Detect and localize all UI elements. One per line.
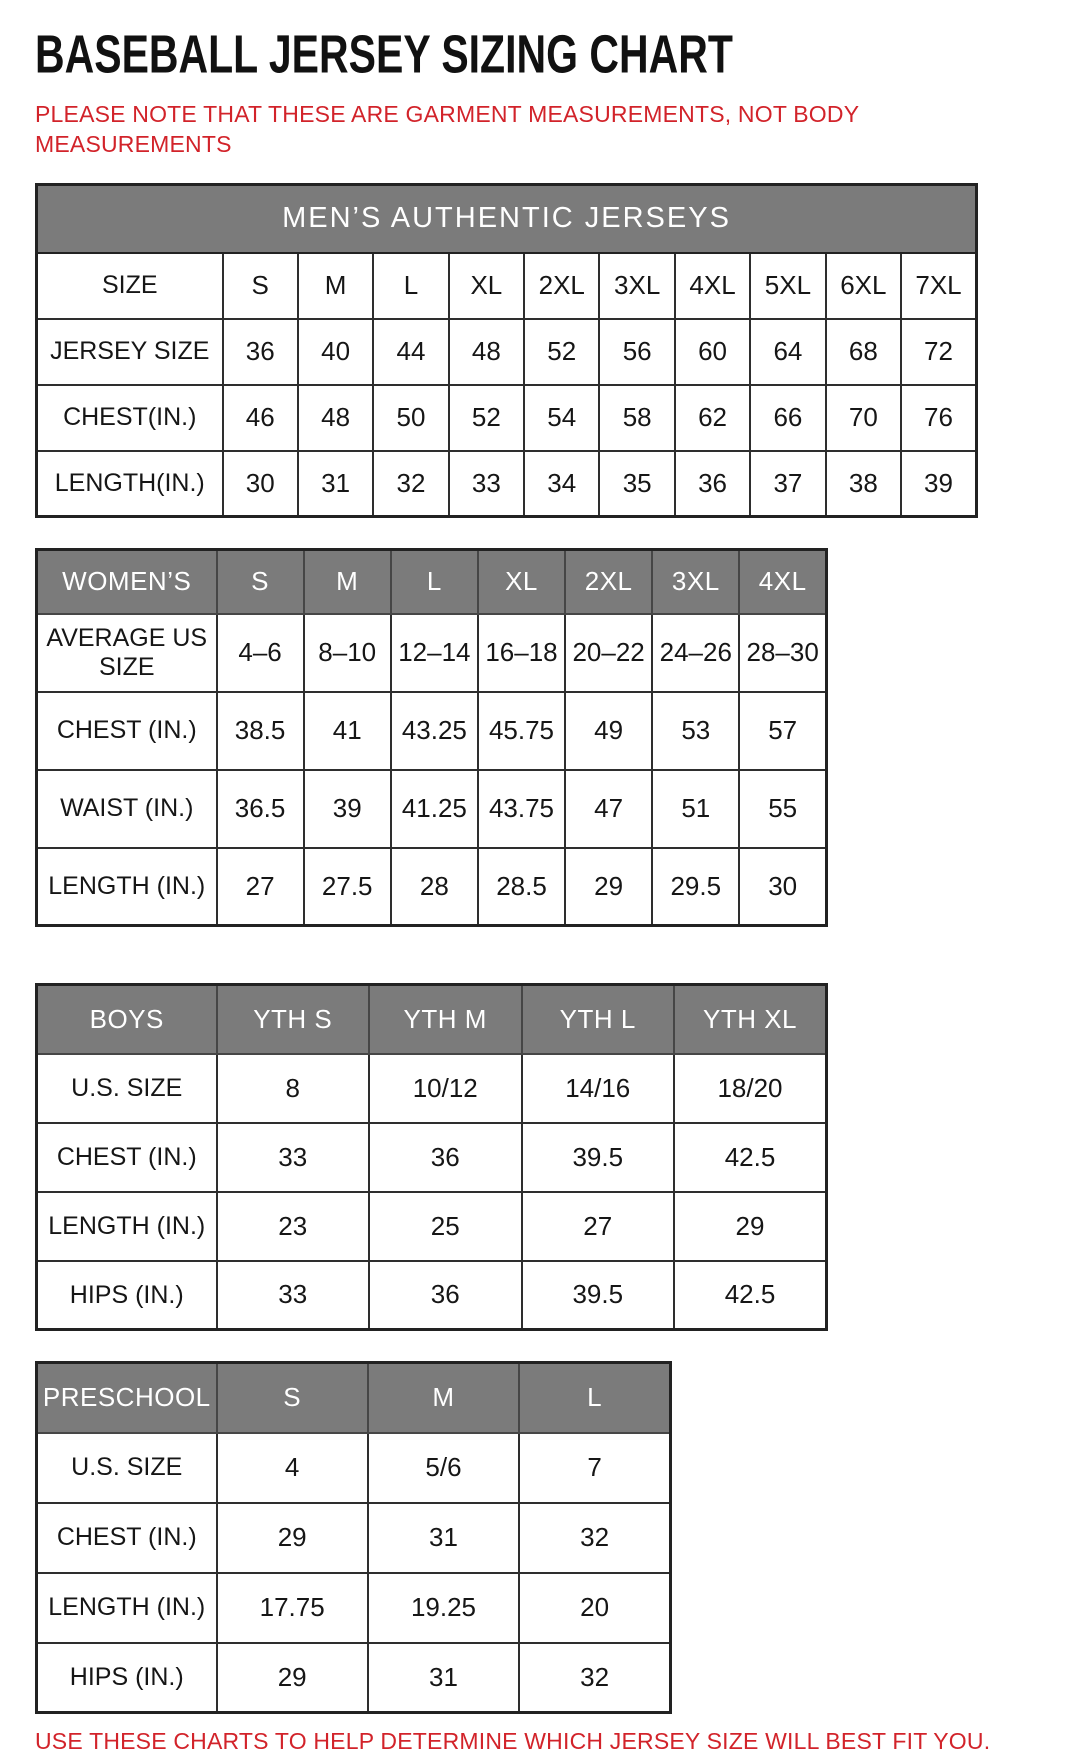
row-label: U.S. SIZE	[37, 1054, 217, 1123]
fit-advice-footer: USE THESE CHARTS TO HELP DETERMINE WHICH JERSEY SIZE WILL BEST FIT YOU.	[35, 1728, 991, 1755]
size-cell: 3XL	[599, 253, 674, 319]
table-row	[37, 253, 977, 319]
size-cell: 20–22	[565, 614, 652, 692]
table-row	[37, 848, 827, 926]
table-row	[37, 1503, 671, 1573]
size-cell: 10/12	[369, 1054, 522, 1123]
column-header: S	[217, 1363, 368, 1433]
size-cell: 31	[298, 451, 373, 517]
column-header: M	[304, 550, 391, 614]
column-header: YTH L	[522, 985, 675, 1054]
size-cell: 8–10	[304, 614, 391, 692]
size-cell: 29	[565, 848, 652, 926]
size-cell: 51	[652, 770, 739, 848]
size-cell: 76	[901, 385, 976, 451]
size-cell: 41.25	[391, 770, 478, 848]
size-cell: 52	[524, 319, 599, 385]
womens-table-title: WOMEN’S	[37, 550, 217, 614]
table-row	[37, 1123, 827, 1192]
size-cell: 47	[565, 770, 652, 848]
size-cell: 64	[750, 319, 825, 385]
row-label: WAIST (IN.)	[37, 770, 217, 848]
column-header: 3XL	[652, 550, 739, 614]
size-cell: 36	[369, 1123, 522, 1192]
size-cell: 29.5	[652, 848, 739, 926]
size-cell: 30	[739, 848, 826, 926]
size-cell: 38.5	[217, 692, 304, 770]
size-cell: 20	[519, 1573, 670, 1643]
size-cell: 30	[223, 451, 298, 517]
table-row	[37, 1192, 827, 1261]
garment-measurements-note: PLEASE NOTE THAT THESE ARE GARMENT MEASUREMENTS, NOT BODY MEASUREMENTS	[35, 100, 859, 157]
size-cell: 70	[826, 385, 901, 451]
row-label: CHEST(IN.)	[37, 385, 223, 451]
size-cell: 28.5	[478, 848, 565, 926]
table-row	[37, 385, 977, 451]
size-cell: L	[373, 253, 448, 319]
page-title: BASEBALL JERSEY SIZING CHART	[35, 23, 733, 85]
size-cell: 62	[675, 385, 750, 451]
size-cell: 46	[223, 385, 298, 451]
size-cell: 49	[565, 692, 652, 770]
column-header: YTH S	[217, 985, 370, 1054]
size-cell: 43.75	[478, 770, 565, 848]
row-label: CHEST (IN.)	[37, 1123, 217, 1192]
size-cell: 7XL	[901, 253, 976, 319]
column-header: L	[519, 1363, 670, 1433]
row-label: SIZE	[37, 253, 223, 319]
boys-sizing-table	[35, 983, 1077, 1331]
size-cell: 23	[217, 1192, 370, 1261]
size-cell: 6XL	[826, 253, 901, 319]
size-cell: 48	[449, 319, 524, 385]
size-cell: 31	[368, 1503, 519, 1573]
size-cell: 45.75	[478, 692, 565, 770]
row-label: JERSEY SIZE	[37, 319, 223, 385]
size-cell: 17.75	[217, 1573, 368, 1643]
size-cell: 31	[368, 1643, 519, 1713]
row-label: U.S. SIZE	[37, 1433, 217, 1503]
column-header: L	[391, 550, 478, 614]
table-row	[37, 319, 977, 385]
size-cell: 34	[524, 451, 599, 517]
size-cell: 48	[298, 385, 373, 451]
size-cell: 4XL	[675, 253, 750, 319]
row-label: LENGTH (IN.)	[37, 1573, 217, 1643]
size-cell: 72	[901, 319, 976, 385]
size-cell: 36.5	[217, 770, 304, 848]
size-cell: 38	[826, 451, 901, 517]
size-cell: 35	[599, 451, 674, 517]
size-cell: 39	[901, 451, 976, 517]
size-cell: 44	[373, 319, 448, 385]
size-cell: 53	[652, 692, 739, 770]
table-row	[37, 1573, 671, 1643]
size-cell: 68	[826, 319, 901, 385]
row-label: LENGTH (IN.)	[37, 1192, 217, 1261]
size-cell: 32	[519, 1643, 670, 1713]
table-row	[37, 1054, 827, 1123]
column-header: M	[368, 1363, 519, 1433]
column-header: YTH M	[369, 985, 522, 1054]
size-cell: 66	[750, 385, 825, 451]
table-row	[37, 1261, 827, 1330]
table-row	[37, 770, 827, 848]
size-cell: 36	[223, 319, 298, 385]
size-cell: 19.25	[368, 1573, 519, 1643]
size-cell: 58	[599, 385, 674, 451]
mens-banner-title: MEN’S AUTHENTIC JERSEYS	[37, 185, 977, 253]
size-cell: 4	[217, 1433, 368, 1503]
size-cell: 52	[449, 385, 524, 451]
table-row	[37, 1643, 671, 1713]
size-cell: 39.5	[522, 1123, 675, 1192]
boys-table-title: BOYS	[37, 985, 217, 1054]
preschool-table-title: PRESCHOOL	[37, 1363, 217, 1433]
size-cell: 32	[519, 1503, 670, 1573]
size-cell: 28–30	[739, 614, 826, 692]
size-cell: 32	[373, 451, 448, 517]
size-cell: 16–18	[478, 614, 565, 692]
size-cell: 18/20	[674, 1054, 827, 1123]
size-cell: 5XL	[750, 253, 825, 319]
size-cell: 39	[304, 770, 391, 848]
size-cell: 36	[675, 451, 750, 517]
size-cell: 28	[391, 848, 478, 926]
size-cell: 42.5	[674, 1261, 827, 1330]
size-cell: 27	[522, 1192, 675, 1261]
size-cell: 2XL	[524, 253, 599, 319]
size-cell: 27	[217, 848, 304, 926]
row-label: CHEST (IN.)	[37, 692, 217, 770]
size-cell: 29	[674, 1192, 827, 1261]
size-cell: 7	[519, 1433, 670, 1503]
size-cell: 43.25	[391, 692, 478, 770]
size-cell: 33	[217, 1261, 370, 1330]
size-cell: 12–14	[391, 614, 478, 692]
row-label: CHEST (IN.)	[37, 1503, 217, 1573]
size-cell: 54	[524, 385, 599, 451]
row-label: AVERAGE US SIZE	[37, 614, 217, 692]
size-cell: 42.5	[674, 1123, 827, 1192]
size-cell: S	[223, 253, 298, 319]
size-cell: 5/6	[368, 1433, 519, 1503]
size-cell: 29	[217, 1503, 368, 1573]
size-cell: 41	[304, 692, 391, 770]
size-cell: 14/16	[522, 1054, 675, 1123]
womens-sizing-table	[35, 548, 1077, 927]
size-cell: M	[298, 253, 373, 319]
size-cell: 27.5	[304, 848, 391, 926]
column-header: YTH XL	[674, 985, 827, 1054]
size-cell: 60	[675, 319, 750, 385]
column-header: 2XL	[565, 550, 652, 614]
size-cell: 33	[217, 1123, 370, 1192]
size-cell: XL	[449, 253, 524, 319]
table-row	[37, 1433, 671, 1503]
preschool-sizing-table	[35, 1361, 1077, 1714]
size-cell: 56	[599, 319, 674, 385]
size-cell: 25	[369, 1192, 522, 1261]
table-row	[37, 692, 827, 770]
size-cell: 55	[739, 770, 826, 848]
size-cell: 36	[369, 1261, 522, 1330]
size-cell: 29	[217, 1643, 368, 1713]
column-header: XL	[478, 550, 565, 614]
table-row	[37, 614, 827, 692]
row-label: HIPS (IN.)	[37, 1261, 217, 1330]
size-cell: 24–26	[652, 614, 739, 692]
size-cell: 4–6	[217, 614, 304, 692]
size-cell: 40	[298, 319, 373, 385]
size-cell: 57	[739, 692, 826, 770]
row-label: LENGTH(IN.)	[37, 451, 223, 517]
row-label: HIPS (IN.)	[37, 1643, 217, 1713]
column-header: 4XL	[739, 550, 826, 614]
size-cell: 37	[750, 451, 825, 517]
size-cell: 33	[449, 451, 524, 517]
size-cell: 39.5	[522, 1261, 675, 1330]
row-label: LENGTH (IN.)	[37, 848, 217, 926]
size-cell: 50	[373, 385, 448, 451]
table-row	[37, 451, 977, 517]
mens-sizing-table	[35, 183, 1077, 518]
column-header: S	[217, 550, 304, 614]
size-cell: 8	[217, 1054, 370, 1123]
